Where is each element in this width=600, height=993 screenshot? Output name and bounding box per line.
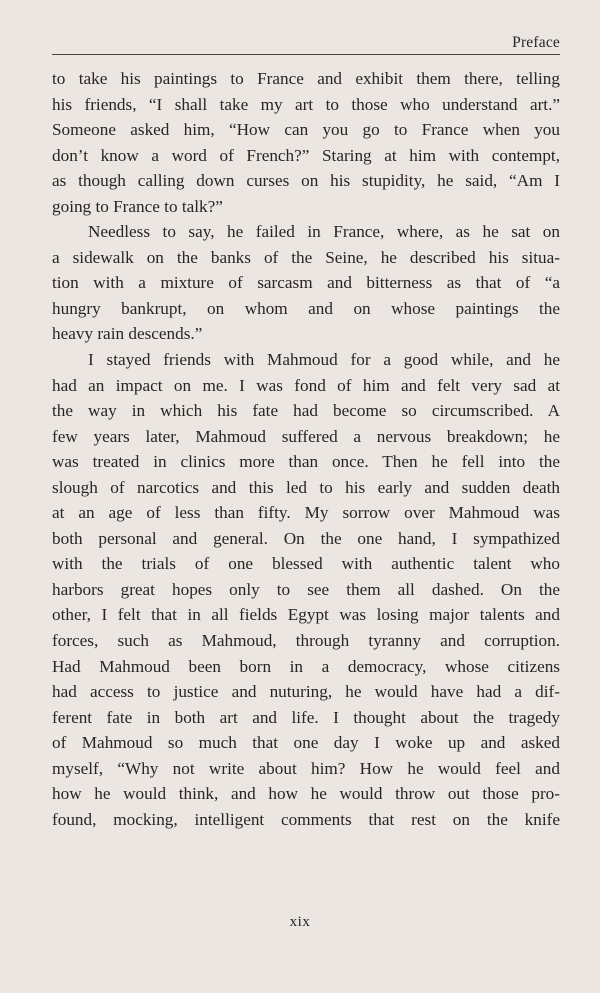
text-line: going to France to talk?” xyxy=(52,196,223,216)
text-line: other, I felt that in all fields Egypt was losing major talents and xyxy=(52,605,560,625)
text-line: myself, “Why not write about him? How he would feel and xyxy=(52,758,560,778)
text-line: heavy rain descends.” xyxy=(52,324,203,344)
body-text xyxy=(52,66,560,832)
text-line: found, mocking, intelligent comments that rest on the knife xyxy=(52,809,560,829)
header-rule xyxy=(52,54,560,55)
text-line: don’t know a word of French?” Staring at him with contempt, xyxy=(52,145,560,165)
text-line: at an age of less than fifty. My sorrow over Mahmoud was xyxy=(52,503,560,523)
text-line: forces, such as Mahmoud, through tyranny and corruption. xyxy=(52,631,560,651)
text-line: hungry bankrupt, on whom and on whose paintings the xyxy=(52,298,560,318)
running-head: Preface xyxy=(512,34,560,51)
text-line: few years later, Mahmoud suffered a nervous breakdown; he xyxy=(52,426,560,446)
paragraph xyxy=(52,66,560,219)
text-line: as though calling down curses on his stupidity, he said, “Am I xyxy=(52,171,560,191)
text-line: had access to justice and nuturing, he would have had a dif- xyxy=(52,682,560,702)
text-line: had an impact on me. I was fond of him and felt very sad at xyxy=(52,375,560,395)
text-line: how he would think, and how he would throw out those pro- xyxy=(52,784,560,804)
paragraph xyxy=(52,219,560,347)
text-line: I stayed friends with Mahmoud for a good while, and he xyxy=(88,350,560,370)
page-number: xix xyxy=(289,914,311,930)
text-line: was treated in clinics more than once. Then he fell into the xyxy=(52,452,560,472)
paragraph xyxy=(52,347,560,832)
text-line: a sidewalk on the banks of the Seine, he described his situa- xyxy=(52,247,560,267)
text-line: harbors great hopes only to see them all dashed. On the xyxy=(52,579,560,599)
text-line: his friends, “I shall take my art to those who understand art.” xyxy=(52,94,560,114)
text-line: Needless to say, he failed in France, where, as he sat on xyxy=(88,222,560,242)
text-line: both personal and general. On the one hand, I sympathized xyxy=(52,528,560,548)
text-line: the way in which his fate had become so circumscribed. A xyxy=(52,401,560,421)
text-line: tion with a mixture of sarcasm and bitterness as that of “a xyxy=(52,273,560,293)
text-line: to take his paintings to France and exhibit them there, telling xyxy=(52,69,560,88)
text-line: Had Mahmoud been born in a democracy, whose citizens xyxy=(52,656,560,676)
text-line: of Mahmoud so much that one day I woke up and asked xyxy=(52,733,560,753)
text-line: with the trials of one blessed with authentic talent who xyxy=(52,554,560,574)
text-line: ferent fate in both art and life. I thought about the tragedy xyxy=(52,707,560,727)
text-line: Someone asked him, “How can you go to France when you xyxy=(52,120,560,140)
text-line: slough of narcotics and this led to his early and sudden death xyxy=(52,477,560,497)
